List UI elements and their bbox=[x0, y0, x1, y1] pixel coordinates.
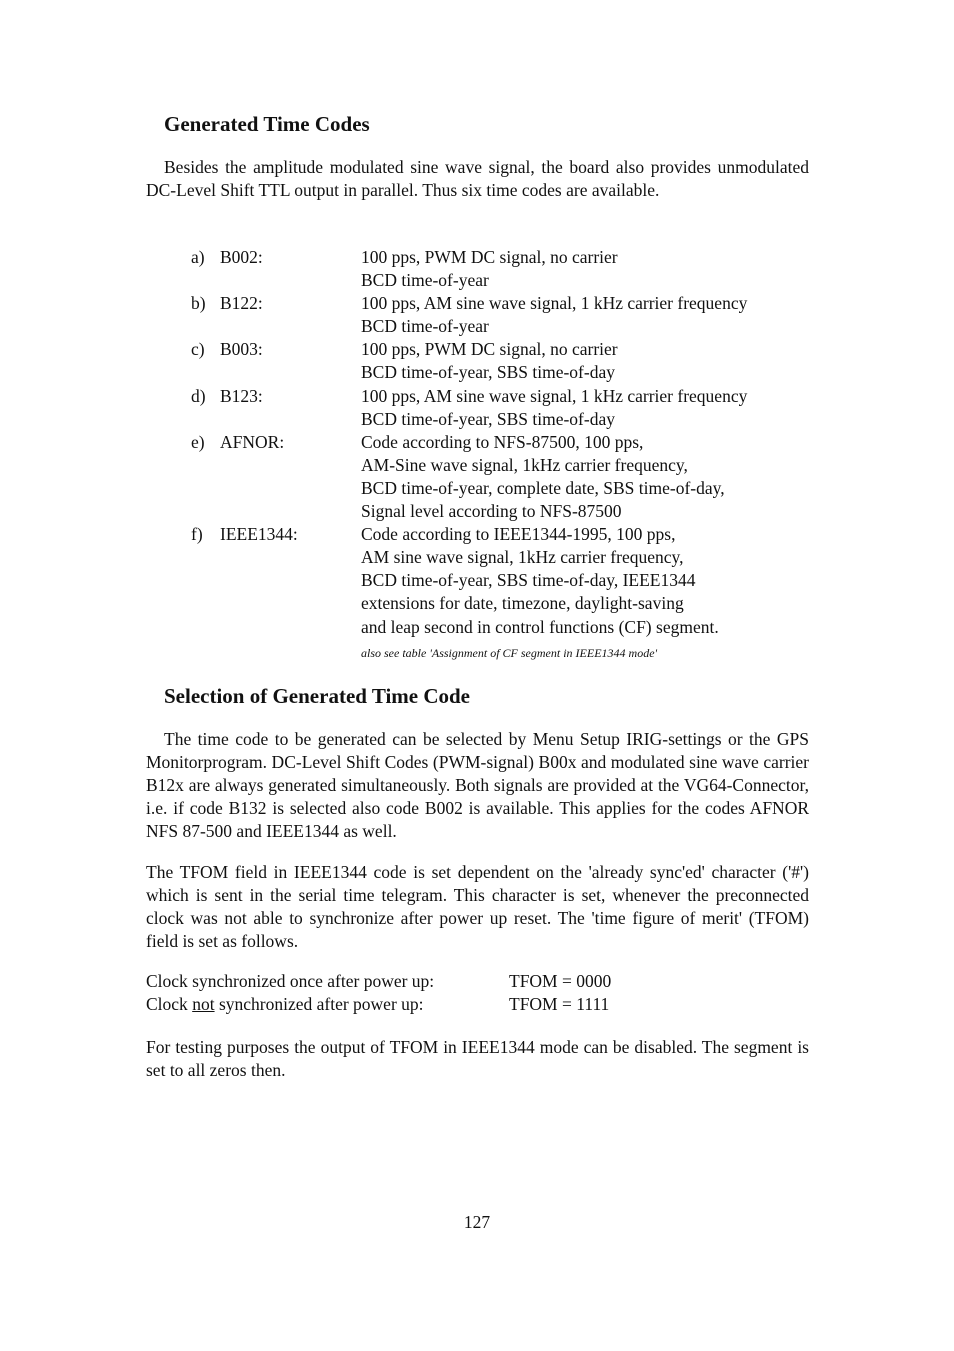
table-row bbox=[146, 970, 809, 993]
table-row bbox=[146, 993, 809, 1016]
time-code-list bbox=[191, 246, 809, 639]
list-item-line: and leap second in control functions (CF) segment. bbox=[361, 616, 719, 637]
tfom-value: TFOM = 1111 bbox=[509, 994, 610, 1014]
list-item-letter: e) bbox=[191, 431, 205, 452]
section-title-selection: Selection of Generated Time Code bbox=[164, 684, 471, 708]
selection-paragraph: The time code to be generated can be selected by Menu Setup IRIG-settings or the GPS Monitorprogram. DC-Level Shift Codes (PWM-signal) B00x and modulated sine wave carrier B12x are always generated simultaneously. Both signals are provided at the VG64-Connector, i.e. if code B132 is selected also code B002 is available. This applies for the codes AFNOR NFS 87-500 and IEEE1344 as well. bbox=[146, 729, 809, 841]
list-item-letter: f) bbox=[191, 524, 203, 545]
list-item bbox=[191, 431, 809, 523]
tfom-label: Clock synchronized once after power up: bbox=[146, 971, 435, 991]
list-item-code-name: B002: bbox=[220, 247, 263, 267]
list-item bbox=[191, 523, 809, 638]
list-item-line: Code according to IEEE1344-1995, 100 pps, bbox=[361, 524, 676, 545]
list-item-line: BCD time-of-year, SBS time-of-day bbox=[361, 362, 615, 383]
tfom-table bbox=[146, 970, 809, 1016]
section-title-generated-time-codes: Generated Time Codes bbox=[164, 112, 370, 136]
list-item bbox=[191, 338, 809, 384]
list-item-line: Signal level according to NFS-87500 bbox=[361, 501, 622, 522]
cf-segment-note: also see table 'Assignment of CF segment in IEEE1344 mode' bbox=[361, 646, 658, 660]
list-item-line: 100 pps, PWM DC signal, no carrier bbox=[361, 339, 618, 360]
list-item-code-name: B122: bbox=[220, 293, 263, 314]
tfom-value: TFOM = 0000 bbox=[509, 971, 612, 991]
tfom-paragraph: The TFOM field in IEEE1344 code is set dependent on the 'already sync'ed' character ('#') which is sent in the serial time telegram. This character is set, whenever the preconnected clock was not able to synchronize after power up reset. The 'time figure of merit' (TFOM) field is set as follows. bbox=[146, 862, 809, 951]
list-item-line: BCD time-of-year, SBS time-of-day bbox=[361, 408, 615, 429]
page-number: 127 bbox=[463, 1212, 491, 1232]
list-item-line: extensions for date, timezone, daylight-saving bbox=[361, 593, 684, 614]
list-item-line: AM-Sine wave signal, 1kHz carrier frequency, bbox=[361, 454, 688, 475]
list-item-code-name: B003: bbox=[220, 339, 263, 360]
list-item-line: 100 pps, AM sine wave signal, 1 kHz carrier frequency bbox=[361, 293, 748, 314]
list-item-code-name: B123: bbox=[220, 385, 263, 406]
list-item-line: BCD time-of-year bbox=[361, 270, 489, 291]
testing-paragraph: For testing purposes the output of TFOM in IEEE1344 mode can be disabled. The segment is set to all zeros then. bbox=[146, 1037, 809, 1080]
list-item-code-name: IEEE1344: bbox=[220, 524, 298, 545]
list-item-letter: a) bbox=[191, 247, 205, 267]
list-item bbox=[191, 292, 809, 338]
list-item-letter: b) bbox=[191, 293, 206, 314]
intro-paragraph: Besides the amplitude modulated sine wave signal, the board also provides unmodulated DC-Level Shift TTL output in parallel. Thus six time codes are available. bbox=[146, 157, 809, 200]
list-item-letter: d) bbox=[191, 385, 206, 406]
list-item bbox=[191, 385, 809, 431]
tfom-label: Clock not synchronized after power up: bbox=[146, 994, 424, 1014]
list-item-line: AM sine wave signal, 1kHz carrier frequency, bbox=[361, 547, 684, 568]
list-item-line: Code according to NFS-87500, 100 pps, bbox=[361, 431, 644, 452]
list-item-code-name: AFNOR: bbox=[220, 431, 285, 452]
list-item-line: BCD time-of-year, complete date, SBS time-of-day, bbox=[361, 477, 725, 498]
list-item bbox=[191, 246, 809, 292]
list-item-line: 100 pps, AM sine wave signal, 1 kHz carrier frequency bbox=[361, 385, 748, 406]
list-item-letter: c) bbox=[191, 339, 205, 360]
list-item-line: BCD time-of-year bbox=[361, 316, 489, 337]
list-item-line: BCD time-of-year, SBS time-of-day, IEEE1344 bbox=[361, 570, 696, 591]
list-item-line: 100 pps, PWM DC signal, no carrier bbox=[361, 247, 618, 267]
